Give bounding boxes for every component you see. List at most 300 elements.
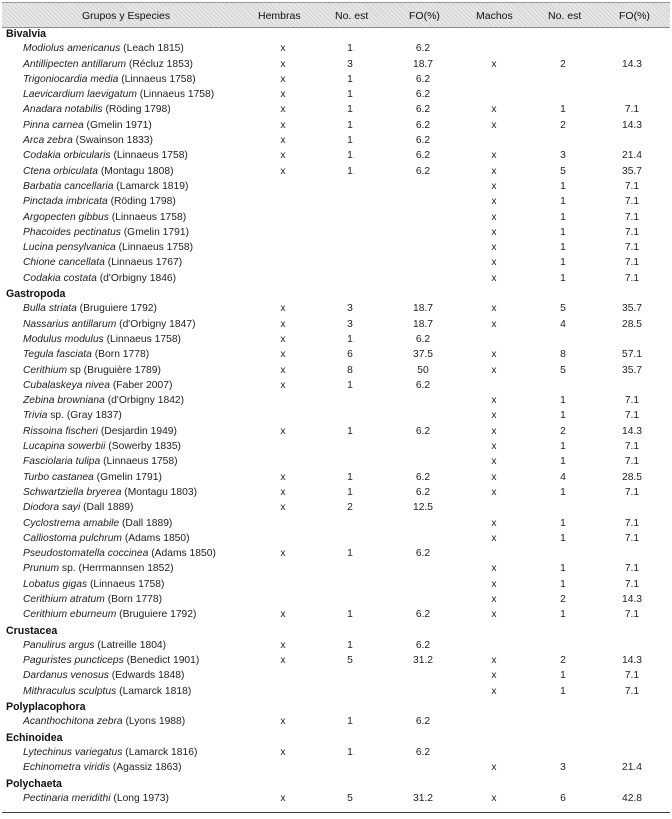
fo-machos-cell: 7.1 xyxy=(624,242,640,254)
table-row xyxy=(0,87,672,102)
no-est-hembras-cell: 1 xyxy=(347,89,353,101)
machos-cell: x xyxy=(491,242,497,254)
machos-cell: x xyxy=(491,410,497,422)
table-row xyxy=(0,363,672,378)
species-author: sp (Bruguière 1789) xyxy=(67,364,161,376)
no-est-machos-cell: 2 xyxy=(560,425,566,437)
hembras-cell: x xyxy=(280,89,286,101)
species-genus: Cubalaskeya nivea xyxy=(23,379,111,391)
fo-machos-cell: 42.8 xyxy=(621,792,643,804)
fo-machos-cell: 7.1 xyxy=(624,670,640,682)
species-name xyxy=(23,502,133,514)
species-genus: Phacoides pectinatus xyxy=(23,226,121,238)
hembras-cell: x xyxy=(280,425,286,437)
no-est-machos-cell: 1 xyxy=(560,609,566,621)
species-author: (Linnaeus 1758) xyxy=(108,211,187,223)
fo-hembras-cell: 6.2 xyxy=(415,471,431,483)
machos-cell: x xyxy=(491,532,497,544)
species-name xyxy=(23,609,196,621)
table-row xyxy=(0,240,672,255)
species-name xyxy=(23,410,122,422)
hembras-cell: x xyxy=(280,716,286,728)
fo-hembras-cell: 6.2 xyxy=(415,746,431,758)
species-name xyxy=(23,747,197,759)
fo-machos-cell: 7.1 xyxy=(624,180,640,192)
table-row xyxy=(0,546,672,561)
table-row xyxy=(0,561,672,576)
species-genus: Codakia orbicularis xyxy=(23,150,111,162)
species-genus: Diodora sayi xyxy=(23,502,81,514)
fo-machos-cell: 21.4 xyxy=(621,762,643,774)
fo-machos-cell: 14.3 xyxy=(621,119,643,131)
table-row xyxy=(0,638,672,653)
machos-cell: x xyxy=(491,425,497,437)
machos-cell: x xyxy=(491,226,497,238)
machos-cell: x xyxy=(491,762,497,774)
hembras-cell: x xyxy=(280,165,286,177)
no-est-hembras-cell: 1 xyxy=(347,73,353,85)
machos-cell: x xyxy=(491,349,497,361)
machos-cell: x xyxy=(491,517,497,529)
species-genus: Pinna carnea xyxy=(23,119,84,131)
no-est-machos-cell: 1 xyxy=(560,456,566,468)
table-row xyxy=(0,607,672,622)
species-author: (Linnaeus 1758) xyxy=(110,150,188,162)
no-est-hembras-cell: 5 xyxy=(347,655,353,667)
species-author: (Linnaeus 1758) xyxy=(115,242,194,254)
species-name xyxy=(23,686,191,698)
hembras-cell: x xyxy=(280,471,286,483)
group-name: Gastropoda xyxy=(6,288,66,301)
species-author: (Born 1778) xyxy=(104,593,163,605)
machos-cell: x xyxy=(491,456,497,468)
species-author: (Benedict 1901) xyxy=(123,655,200,667)
species-genus: Rissoina fischeri xyxy=(23,425,98,437)
species-author: (Faber 2007) xyxy=(110,379,173,391)
no-est-hembras-cell: 1 xyxy=(347,333,353,345)
fo-machos-cell: 7.1 xyxy=(624,257,640,269)
no-est-machos-cell: 2 xyxy=(560,655,566,667)
species-genus: Paguristes puncticeps xyxy=(23,655,124,667)
species-name xyxy=(23,74,196,86)
species-name xyxy=(23,334,181,346)
fo-machos-cell: 7.1 xyxy=(624,685,640,697)
species-genus: Turbo castanea xyxy=(23,471,94,483)
species-genus: Cerithium xyxy=(23,364,68,376)
species-name xyxy=(23,487,197,499)
machos-cell: x xyxy=(491,58,497,70)
no-est-hembras-cell: 8 xyxy=(347,364,353,376)
no-est-machos-cell: 2 xyxy=(560,58,566,70)
species-author: (Swainson 1833) xyxy=(72,135,153,147)
fo-hembras-cell: 6.2 xyxy=(415,609,431,621)
species-name xyxy=(23,456,178,468)
machos-cell: x xyxy=(491,486,497,498)
no-est-machos-cell: 8 xyxy=(560,349,566,361)
group-name: Polyplacophora xyxy=(6,701,86,714)
no-est-machos-cell: 4 xyxy=(560,318,566,330)
no-est-machos-cell: 1 xyxy=(560,226,566,238)
machos-cell: x xyxy=(491,165,497,177)
species-author: (d'Orbigny 1842) xyxy=(104,395,185,407)
machos-cell: x xyxy=(491,792,497,804)
no-est-hembras-cell: 6 xyxy=(347,349,353,361)
fo-hembras-cell: 6.2 xyxy=(415,379,431,391)
species-name xyxy=(23,166,174,178)
hembras-cell: x xyxy=(280,349,286,361)
species-author: (Linnaeus 1758) xyxy=(87,578,165,590)
fo-machos-cell: 14.3 xyxy=(621,58,643,70)
table-row xyxy=(0,225,672,240)
table-header xyxy=(2,2,670,28)
hembras-cell: x xyxy=(280,655,286,667)
species-genus: Echinometra viridis xyxy=(23,762,110,774)
machos-cell: x xyxy=(491,441,497,453)
fo-hembras-cell: 6.2 xyxy=(415,639,431,651)
species-genus: Mithraculus sculptus xyxy=(23,685,117,697)
species-name xyxy=(23,563,174,575)
species-author: (Röding 1798) xyxy=(102,104,171,116)
hembras-cell: x xyxy=(280,639,286,651)
species-name xyxy=(23,43,184,55)
species-genus: Ctena orbiculata xyxy=(23,165,98,177)
fo-machos-cell: 57.1 xyxy=(621,349,643,361)
no-est-hembras-cell: 3 xyxy=(347,303,353,315)
no-est-hembras-cell: 1 xyxy=(347,165,353,177)
species-author: (Sowerby 1835) xyxy=(105,441,181,453)
no-est-machos-cell: 1 xyxy=(560,257,566,269)
no-est-hembras-cell: 1 xyxy=(347,43,353,55)
table-row xyxy=(0,485,672,500)
no-est-hembras-cell: 1 xyxy=(347,379,353,391)
species-author: (Lamarck 1816) xyxy=(122,746,198,758)
species-genus: Antillipecten antillarum xyxy=(23,58,127,70)
machos-cell: x xyxy=(491,303,497,315)
fo-machos-cell: 7.1 xyxy=(624,272,640,284)
species-genus: Anadara notabilis xyxy=(23,104,103,116)
table-row xyxy=(0,301,672,316)
no-est-machos-cell: 5 xyxy=(560,165,566,177)
table-row xyxy=(0,454,672,469)
species-name xyxy=(23,104,171,116)
no-est-machos-cell: 1 xyxy=(560,104,566,116)
no-est-machos-cell: 1 xyxy=(560,517,566,529)
species-name xyxy=(23,212,186,224)
machos-cell: x xyxy=(491,578,497,590)
machos-cell: x xyxy=(491,593,497,605)
species-genus: Nassarius antillarum xyxy=(23,318,117,330)
species-author: (Linnaeus 1758) xyxy=(103,333,181,345)
machos-cell: x xyxy=(491,670,497,682)
species-author: (Montagu 1803) xyxy=(121,486,197,498)
group-name: Polychaeta xyxy=(6,777,62,790)
species-genus: Argopecten gibbus xyxy=(23,211,109,223)
hembras-cell: x xyxy=(280,746,286,758)
fo-machos-cell: 28.5 xyxy=(621,471,643,483)
no-est-hembras-cell: 5 xyxy=(347,792,353,804)
no-est-machos-cell: 1 xyxy=(560,196,566,208)
fo-machos-cell: 7.1 xyxy=(624,226,640,238)
table-row xyxy=(0,760,672,775)
table-row xyxy=(0,332,672,347)
species-genus: Dardanus venosus xyxy=(23,670,109,682)
hembras-cell: x xyxy=(280,58,286,70)
species-genus: Modiolus americanus xyxy=(23,43,121,55)
no-est-hembras-cell: 2 xyxy=(347,502,353,514)
species-genus: Calliostoma pulchrum xyxy=(23,532,123,544)
fo-machos-cell: 7.1 xyxy=(624,517,640,529)
no-est-machos-cell: 1 xyxy=(560,272,566,284)
table-row xyxy=(0,577,672,592)
group-row xyxy=(0,623,672,638)
table-row xyxy=(0,271,672,286)
header-fo-machos: FO(%) xyxy=(619,10,650,22)
group-name: Bivalvia xyxy=(6,28,47,40)
species-name xyxy=(23,533,190,545)
hembras-cell: x xyxy=(280,609,286,621)
species-name xyxy=(23,380,172,392)
species-name xyxy=(23,181,188,193)
machos-cell: x xyxy=(491,104,497,116)
fo-hembras-cell: 37.5 xyxy=(412,349,434,361)
group-row xyxy=(0,730,672,745)
species-author: sp. (Herrmannsen 1852) xyxy=(59,563,174,575)
species-genus: Chione cancellata xyxy=(23,257,105,269)
species-author: (Gmelin 1791) xyxy=(120,226,189,238)
fo-hembras-cell: 6.2 xyxy=(415,333,431,345)
species-name xyxy=(23,273,176,285)
fo-hembras-cell: 6.2 xyxy=(415,104,431,116)
fo-machos-cell: 7.1 xyxy=(624,211,640,223)
machos-cell: x xyxy=(491,364,497,376)
hembras-cell: x xyxy=(280,135,286,147)
machos-cell: x xyxy=(491,196,497,208)
group-name: Crustacea xyxy=(6,624,58,637)
no-est-machos-cell: 3 xyxy=(560,762,566,774)
species-genus: Pinctada imbricata xyxy=(23,196,108,208)
table-row xyxy=(0,592,672,607)
no-est-machos-cell: 2 xyxy=(560,119,566,131)
machos-cell: x xyxy=(491,150,497,162)
no-est-machos-cell: 1 xyxy=(560,486,566,498)
no-est-hembras-cell: 1 xyxy=(347,548,353,560)
species-genus: Cerithium eburneum xyxy=(23,609,117,621)
no-est-hembras-cell: 1 xyxy=(347,716,353,728)
header-machos: Machos xyxy=(476,10,513,22)
machos-cell: x xyxy=(491,257,497,269)
no-est-hembras-cell: 1 xyxy=(347,119,353,131)
no-est-machos-cell: 1 xyxy=(560,410,566,422)
no-est-hembras-cell: 3 xyxy=(347,58,353,70)
fo-machos-cell: 21.4 xyxy=(621,150,643,162)
species-genus: Acanthochitona zebra xyxy=(23,716,123,728)
table-row xyxy=(0,378,672,393)
fo-machos-cell: 7.1 xyxy=(624,486,640,498)
species-name xyxy=(23,135,153,147)
table-row xyxy=(0,653,672,668)
table-row xyxy=(0,118,672,133)
no-est-machos-cell: 1 xyxy=(560,670,566,682)
no-est-machos-cell: 4 xyxy=(560,471,566,483)
species-genus: Lytechinus variegatus xyxy=(23,746,123,758)
no-est-machos-cell: 1 xyxy=(560,532,566,544)
species-author: (Dall 1889) xyxy=(80,502,134,514)
table-row xyxy=(0,57,672,72)
species-genus: Prunum xyxy=(23,563,60,575)
fo-hembras-cell: 6.2 xyxy=(415,486,431,498)
species-genus: Lucina pensylvanica xyxy=(23,242,116,254)
fo-machos-cell: 7.1 xyxy=(624,456,640,468)
fo-machos-cell: 7.1 xyxy=(624,196,640,208)
table-row xyxy=(0,714,672,729)
no-est-machos-cell: 1 xyxy=(560,242,566,254)
species-author: (Long 1973) xyxy=(110,792,169,804)
group-row xyxy=(0,776,672,791)
species-author: (Gmelin 1791) xyxy=(93,471,162,483)
species-name xyxy=(23,150,188,162)
species-author: (Lamarck 1818) xyxy=(116,685,192,697)
table-row xyxy=(0,668,672,683)
species-author: (Edwards 1848) xyxy=(108,670,185,682)
species-genus: Codakia costata xyxy=(23,272,97,284)
machos-cell: x xyxy=(491,318,497,330)
no-est-machos-cell: 1 xyxy=(560,578,566,590)
species-author: (Desjardin 1949) xyxy=(97,425,177,437)
group-row xyxy=(0,26,672,41)
species-author: (Latreille 1804) xyxy=(94,639,167,651)
fo-machos-cell: 14.3 xyxy=(621,655,643,667)
species-name xyxy=(23,640,166,652)
species-genus: Cerithium atratum xyxy=(23,593,105,605)
fo-hembras-cell: 18.7 xyxy=(412,303,434,315)
no-est-hembras-cell: 1 xyxy=(347,746,353,758)
table-row xyxy=(0,791,672,806)
table-row xyxy=(0,179,672,194)
table-row xyxy=(0,255,672,270)
species-genus: Bulla striata xyxy=(23,303,77,315)
machos-cell: x xyxy=(491,609,497,621)
fo-machos-cell: 7.1 xyxy=(624,441,640,453)
fo-hembras-cell: 6.2 xyxy=(415,43,431,55)
species-author: (Lamarck 1819) xyxy=(113,180,189,192)
table-row xyxy=(0,500,672,515)
species-genus: Barbatia cancellaria xyxy=(23,180,114,192)
species-name xyxy=(23,579,164,591)
no-est-machos-cell: 3 xyxy=(560,150,566,162)
fo-hembras-cell: 6.2 xyxy=(415,135,431,147)
species-author: (Bruguiere 1792) xyxy=(76,303,157,315)
table-bottom-rule xyxy=(2,812,670,813)
table-row xyxy=(0,133,672,148)
species-name xyxy=(23,426,177,438)
header-hembras: Hembras xyxy=(258,10,301,22)
species-author: (Linnaeus 1758) xyxy=(100,456,178,468)
no-est-machos-cell: 1 xyxy=(560,441,566,453)
fo-hembras-cell: 6.2 xyxy=(415,716,431,728)
no-est-machos-cell: 1 xyxy=(560,395,566,407)
species-author: (Leach 1815) xyxy=(120,43,184,55)
hembras-cell: x xyxy=(280,486,286,498)
species-name xyxy=(23,242,193,254)
fo-hembras-cell: 31.2 xyxy=(412,792,434,804)
species-name xyxy=(23,59,193,71)
no-est-machos-cell: 1 xyxy=(560,180,566,192)
species-name xyxy=(23,762,182,774)
table-row xyxy=(0,516,672,531)
species-author: (Gmelin 1971) xyxy=(83,119,152,131)
no-est-hembras-cell: 1 xyxy=(347,639,353,651)
no-est-hembras-cell: 1 xyxy=(347,425,353,437)
no-est-hembras-cell: 1 xyxy=(347,104,353,116)
no-est-hembras-cell: 1 xyxy=(347,150,353,162)
table-row xyxy=(0,531,672,546)
species-genus: Laevicardium laevigatum xyxy=(23,89,137,101)
no-est-machos-cell: 1 xyxy=(560,563,566,575)
species-name xyxy=(23,365,161,377)
no-est-machos-cell: 1 xyxy=(560,211,566,223)
fo-hembras-cell: 6.2 xyxy=(415,548,431,560)
fo-hembras-cell: 6.2 xyxy=(415,425,431,437)
fo-machos-cell: 14.3 xyxy=(621,593,643,605)
species-author: (Adams 1850) xyxy=(122,532,190,544)
species-name xyxy=(23,441,181,453)
species-author: (d'Orbigny 1847) xyxy=(116,318,196,330)
table-row xyxy=(0,164,672,179)
machos-cell: x xyxy=(491,655,497,667)
species-author: sp. (Gray 1837) xyxy=(47,410,122,422)
fo-hembras-cell: 6.2 xyxy=(415,89,431,101)
species-author: (Montagu 1808) xyxy=(97,165,174,177)
species-name xyxy=(23,257,182,269)
machos-cell: x xyxy=(491,180,497,192)
hembras-cell: x xyxy=(280,150,286,162)
species-genus: Arca zebra xyxy=(23,135,73,147)
species-author: (Linnaeus 1758) xyxy=(136,89,215,101)
fo-hembras-cell: 6.2 xyxy=(415,165,431,177)
hembras-cell: x xyxy=(280,792,286,804)
fo-hembras-cell: 31.2 xyxy=(412,655,434,667)
hembras-cell: x xyxy=(280,43,286,55)
no-est-hembras-cell: 3 xyxy=(347,318,353,330)
species-genus: Trivia xyxy=(23,410,48,422)
species-name xyxy=(23,349,149,361)
no-est-hembras-cell: 1 xyxy=(347,486,353,498)
no-est-hembras-cell: 1 xyxy=(347,135,353,147)
no-est-machos-cell: 5 xyxy=(560,364,566,376)
species-name xyxy=(23,89,214,101)
fo-hembras-cell: 6.2 xyxy=(415,73,431,85)
fo-machos-cell: 7.1 xyxy=(624,609,640,621)
group-row xyxy=(0,286,672,301)
fo-hembras-cell: 12.5 xyxy=(412,502,434,514)
species-genus: Pseudostomatella coccinea xyxy=(23,548,149,560)
machos-cell: x xyxy=(491,563,497,575)
table-row xyxy=(0,408,672,423)
species-name xyxy=(23,518,172,530)
table-row xyxy=(0,684,672,699)
species-author: (Adams 1850) xyxy=(148,548,216,560)
table-row xyxy=(0,194,672,209)
species-genus: Modulus modulus xyxy=(23,333,104,345)
table-row xyxy=(0,317,672,332)
species-name xyxy=(23,670,184,682)
no-est-hembras-cell: 1 xyxy=(347,609,353,621)
species-author: (Lyons 1988) xyxy=(122,716,186,728)
fo-hembras-cell: 6.2 xyxy=(415,150,431,162)
header-fo-hembras: FO(%) xyxy=(409,10,440,22)
table-row xyxy=(0,470,672,485)
table-row xyxy=(0,393,672,408)
